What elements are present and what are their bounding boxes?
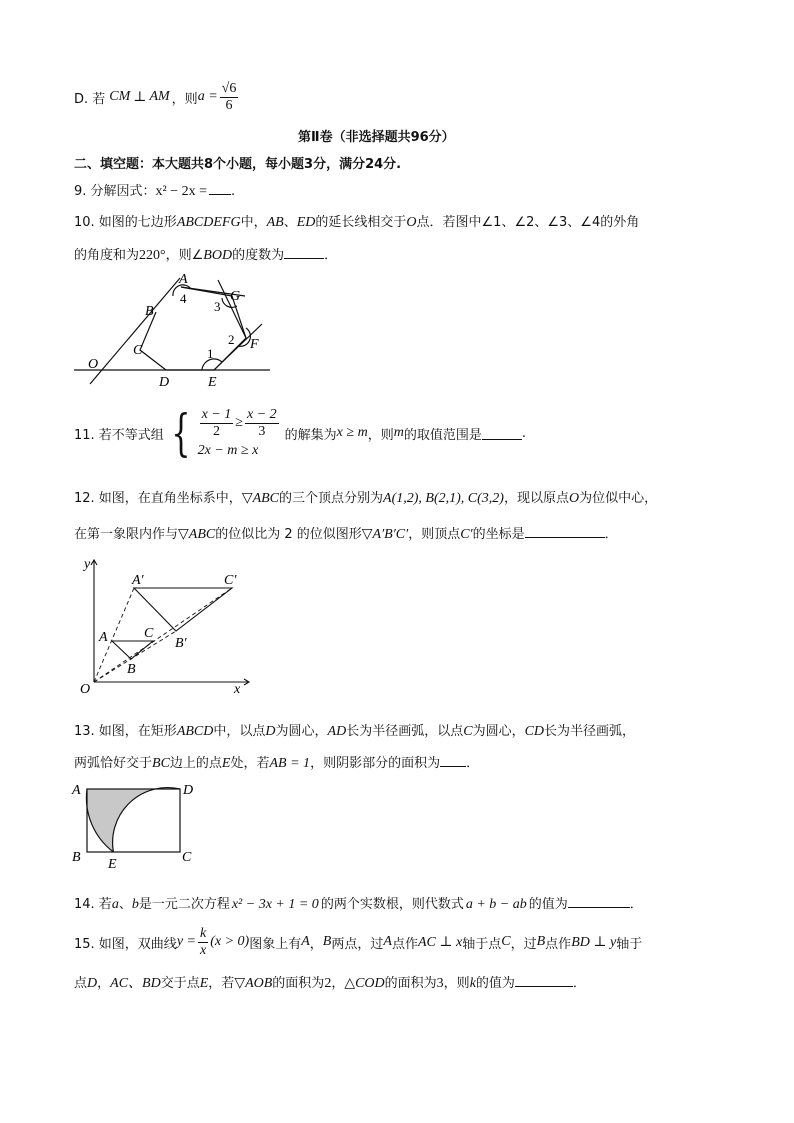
q15-a: A <box>301 934 310 949</box>
q12-tri2: ▽ABC <box>178 527 216 542</box>
question-9 <box>74 180 235 200</box>
q11-prefix: 11. 若不等式组 <box>74 427 164 443</box>
q12-cp: C′ <box>460 527 473 542</box>
q15-answer-blank <box>515 974 573 987</box>
q11-mid: 的解集为 <box>284 427 337 443</box>
q10-label-f: F <box>250 337 259 352</box>
option-d <box>74 82 240 112</box>
q15-b2: B <box>536 934 546 949</box>
q15-d: D <box>87 976 98 991</box>
question-15-line2 <box>74 972 586 992</box>
q12-label-ap: A′ <box>132 573 144 588</box>
q13-label-d: D <box>183 783 194 798</box>
q12-label-cp: C′ <box>224 573 237 588</box>
q15-text-k: 交于点 <box>160 976 200 991</box>
q13-cd: CD <box>524 724 545 739</box>
option-d-am: AM <box>149 89 170 104</box>
q15-text-g: 点作 <box>545 936 572 952</box>
q14-prefix: 14. 若 <box>74 897 112 912</box>
q9-expr: x² − 2x = <box>155 184 208 199</box>
q12-text-b: 的三个顶点分别为 <box>279 491 384 506</box>
q14-sep: 、 <box>118 897 132 912</box>
q15-text-c: 两点，过 <box>331 936 384 952</box>
q10-ed: ED <box>296 215 316 230</box>
q15-x: x <box>199 942 207 958</box>
q9-suffix: . <box>231 184 236 199</box>
q12-label-a: A <box>99 630 108 645</box>
option-d-cm: CM <box>109 89 131 104</box>
q10-sep: 、 <box>283 215 297 230</box>
q11-row2: 2x − m ≥ x <box>197 442 259 458</box>
q10-label-d: D <box>159 375 170 390</box>
question-11 <box>74 400 526 466</box>
option-d-perp: ⊥ <box>133 89 147 105</box>
q12-label-x: x <box>234 682 241 697</box>
q12-text-d: 为位似中心， <box>579 491 658 506</box>
q10-label-c: C <box>133 343 143 358</box>
q10-line-ob <box>90 278 180 384</box>
q13-text-c: 为圆心， <box>275 724 328 739</box>
q13-text-i: 处，若 <box>230 756 270 771</box>
question-10-line1 <box>74 211 639 231</box>
q10-text-f: ，则∠ <box>165 248 204 263</box>
q15-comma: ， <box>309 936 323 952</box>
q10-ab: AB <box>266 215 284 230</box>
q13-text-e: 为圆心， <box>472 724 525 739</box>
q12-label-c: C <box>144 626 154 641</box>
q10-text-e: 的角度和为 <box>74 248 140 263</box>
q10-answer-blank <box>284 246 324 259</box>
q14-suffix: 的值为 <box>528 897 568 912</box>
q12-label-bp: B′ <box>175 636 187 651</box>
q13-bc: BC <box>152 756 170 771</box>
q14-mid2: 的两个实数根，则代数式 <box>320 897 464 912</box>
question-13-line1 <box>74 720 635 740</box>
q15-text-i: 点 <box>74 976 88 991</box>
q11-row1 <box>198 407 281 439</box>
q13-ab1: AB = 1 <box>269 756 311 771</box>
q15-text-p: ，则 <box>443 976 470 991</box>
q15-text-l: ，若 <box>208 976 235 991</box>
q15-text-j: ， <box>97 976 111 991</box>
q13-answer-blank <box>440 754 466 767</box>
q15-text-o: 的面积为 <box>384 976 437 991</box>
q15-y-eq: y = <box>176 934 196 949</box>
q11-geq: ≥ <box>235 415 243 430</box>
q15-three: 3 <box>436 976 444 991</box>
section-heading: 二、填空题：本大题共8个小题，每小题3分，满分24分. <box>74 157 402 172</box>
q13-d: D <box>265 724 276 739</box>
section-title: 第Ⅱ卷（非选择题共96分） <box>298 130 455 145</box>
q12-text-g: ，则顶点 <box>408 527 461 542</box>
q13-e: E <box>221 756 231 771</box>
option-d-six: 6 <box>225 97 233 113</box>
q15-e: E <box>199 976 209 991</box>
q14-eq: x² − 3x + 1 = 0 <box>231 897 319 912</box>
q9-answer-blank <box>209 182 231 195</box>
option-d-sqrt6: √6 <box>221 81 237 97</box>
q15-c: C <box>501 934 511 949</box>
q10-deg: 220° <box>139 248 166 263</box>
q12-tri3: ▽A′B′C′ <box>361 527 409 542</box>
q10-text-a: 10. 如图的七边形 <box>74 215 177 230</box>
q13-text-b: 中，以点 <box>213 724 266 739</box>
option-d-fraction <box>220 81 239 113</box>
q15-text-q: 的值为 <box>475 976 515 991</box>
q14-b: b <box>131 897 139 912</box>
q11-m: m <box>393 425 404 440</box>
q12-text-e: 在第一象限内作与 <box>74 527 179 542</box>
q10-label-1: 1 <box>207 346 214 361</box>
q13-c: C <box>463 724 473 739</box>
q12-points: A(1,2), B(2,1), C(3,2) <box>383 491 504 506</box>
q14-answer-blank <box>568 895 630 908</box>
q14-mid: 是一元二次方程 <box>138 897 230 912</box>
q15-bd: BD ⊥ y <box>571 934 617 950</box>
q12-text-h: 的坐标是 <box>472 527 525 542</box>
q13-label-b: B <box>72 850 81 865</box>
q10-poly: ABCDEFG <box>176 215 241 230</box>
q13-text-g: 两弧恰好交于 <box>74 756 153 771</box>
q15-ac: AC ⊥ x <box>417 934 463 950</box>
q15-text-e: 轴于点 <box>462 936 502 952</box>
q12-ray-oc <box>94 588 232 682</box>
q11-end: . <box>521 425 526 441</box>
q12-coordinate-figure <box>74 552 264 700</box>
q12-label-b: B <box>127 662 136 677</box>
q10-text-h: ． <box>324 248 338 263</box>
q15-text-f: ，过 <box>510 936 537 952</box>
q12-label-y: y <box>84 557 91 572</box>
q10-bod: BOD <box>203 248 233 263</box>
option-d-then: ，则 <box>171 91 198 107</box>
q9-prefix: 9. 分解因式： <box>74 184 156 199</box>
question-12-line2 <box>74 523 618 543</box>
q15-text-b: 图象上有 <box>249 936 302 952</box>
q15-acbd: AC、BD <box>110 976 161 991</box>
q15-two: 2 <box>324 976 332 991</box>
question-14 <box>74 893 643 913</box>
q10-label-g: G <box>230 289 241 304</box>
q12-triangle-abc <box>112 641 153 659</box>
q15-text-m: 的面积为 <box>272 976 325 991</box>
q13-label-a: A <box>72 783 81 798</box>
question-12-line1 <box>74 487 657 507</box>
q15-k2: k <box>469 976 476 991</box>
q11-answer-blank <box>482 427 522 440</box>
q15-text-r: ． <box>572 976 586 991</box>
q13-shaded-region <box>86 788 180 852</box>
q10-label-2: 2 <box>228 332 235 347</box>
q11-suffix: 的取值范围是 <box>403 427 482 443</box>
q10-text-g: 的度数为 <box>232 248 285 263</box>
q11-f2-den: 3 <box>258 423 266 439</box>
q11-f1-den: 2 <box>212 423 220 439</box>
q12-text-f: 的位似比为 2 的位似图形 <box>215 527 362 542</box>
q15-a2: A <box>383 934 392 949</box>
q10-label-3: 3 <box>214 299 221 314</box>
q10-label-e: E <box>208 375 217 390</box>
q11-f1-num: x − 1 <box>201 407 232 423</box>
q15-cond: (x > 0) <box>210 934 250 949</box>
q14-expr: a + b − ab <box>465 897 527 912</box>
q13-text-f: 长为半径画弧， <box>544 724 636 739</box>
q13-label-e: E <box>108 857 117 870</box>
q13-text-k: ． <box>466 756 480 771</box>
q12-text-i: ． <box>604 527 618 542</box>
q10-label-a: A <box>179 272 188 287</box>
q12-text-a: 12. 如图，在直角坐标系中， <box>74 491 242 506</box>
q10-text-b: 中， <box>240 215 267 230</box>
question-10-line2 <box>74 244 337 264</box>
q15-cod: △COD <box>344 976 385 991</box>
q10-text-d: 点．若图中∠1、∠2、∠3、∠4的外角 <box>416 215 640 230</box>
q10-o: O <box>406 215 417 230</box>
q11-mid2: ，则 <box>367 427 394 443</box>
option-d-label: D. 若 <box>74 91 106 107</box>
q10-label-b: B <box>145 304 154 319</box>
q15-aob: ▽AOB <box>234 976 273 991</box>
q15-text-a: 15. 如图，双曲线 <box>74 936 177 952</box>
q15-fraction <box>198 926 208 958</box>
q13-label-c: C <box>182 850 192 865</box>
q14-a: a <box>111 897 119 912</box>
q10-label-4: 4 <box>180 291 187 306</box>
question-13-line2 <box>74 752 479 772</box>
q11-f2-num: x − 2 <box>246 407 277 423</box>
q12-answer-blank <box>525 525 605 538</box>
q13-text-a: 13. 如图，在矩形 <box>74 724 177 739</box>
q12-o: O <box>568 491 580 506</box>
q13-text-h: 边上的点 <box>169 756 222 771</box>
q11-brace: { <box>171 404 191 462</box>
q15-text-d: 点作 <box>391 936 418 952</box>
q15-text-h: 轴于 <box>616 936 643 952</box>
question-15-line1 <box>74 922 642 962</box>
q10-heptagon-figure <box>70 270 280 390</box>
q13-text-j: ，则阴影部分的面积为 <box>310 756 441 771</box>
q13-abcd: ABCD <box>176 724 214 739</box>
q12-label-o: O <box>80 682 91 697</box>
q13-rectangle-figure <box>70 780 200 870</box>
q13-ad: AD <box>327 724 347 739</box>
q15-b: B <box>322 934 332 949</box>
option-d-a-eq: a = <box>197 89 218 104</box>
q11-sol: x ≥ m <box>336 425 368 440</box>
q12-tri: ▽ABC <box>241 491 280 506</box>
q10-label-o: O <box>88 357 99 372</box>
q15-text-n: ， <box>331 976 345 991</box>
q11-system <box>198 407 281 459</box>
q13-text-d: 长为半径画弧，以点 <box>346 724 464 739</box>
q15-k: k <box>199 926 207 942</box>
q12-text-c: ，现以原点 <box>503 491 569 506</box>
q10-text-c: 的延长线相交于 <box>315 215 407 230</box>
q12-triangle-apbpcp <box>134 588 232 631</box>
q14-end: ． <box>629 897 643 912</box>
